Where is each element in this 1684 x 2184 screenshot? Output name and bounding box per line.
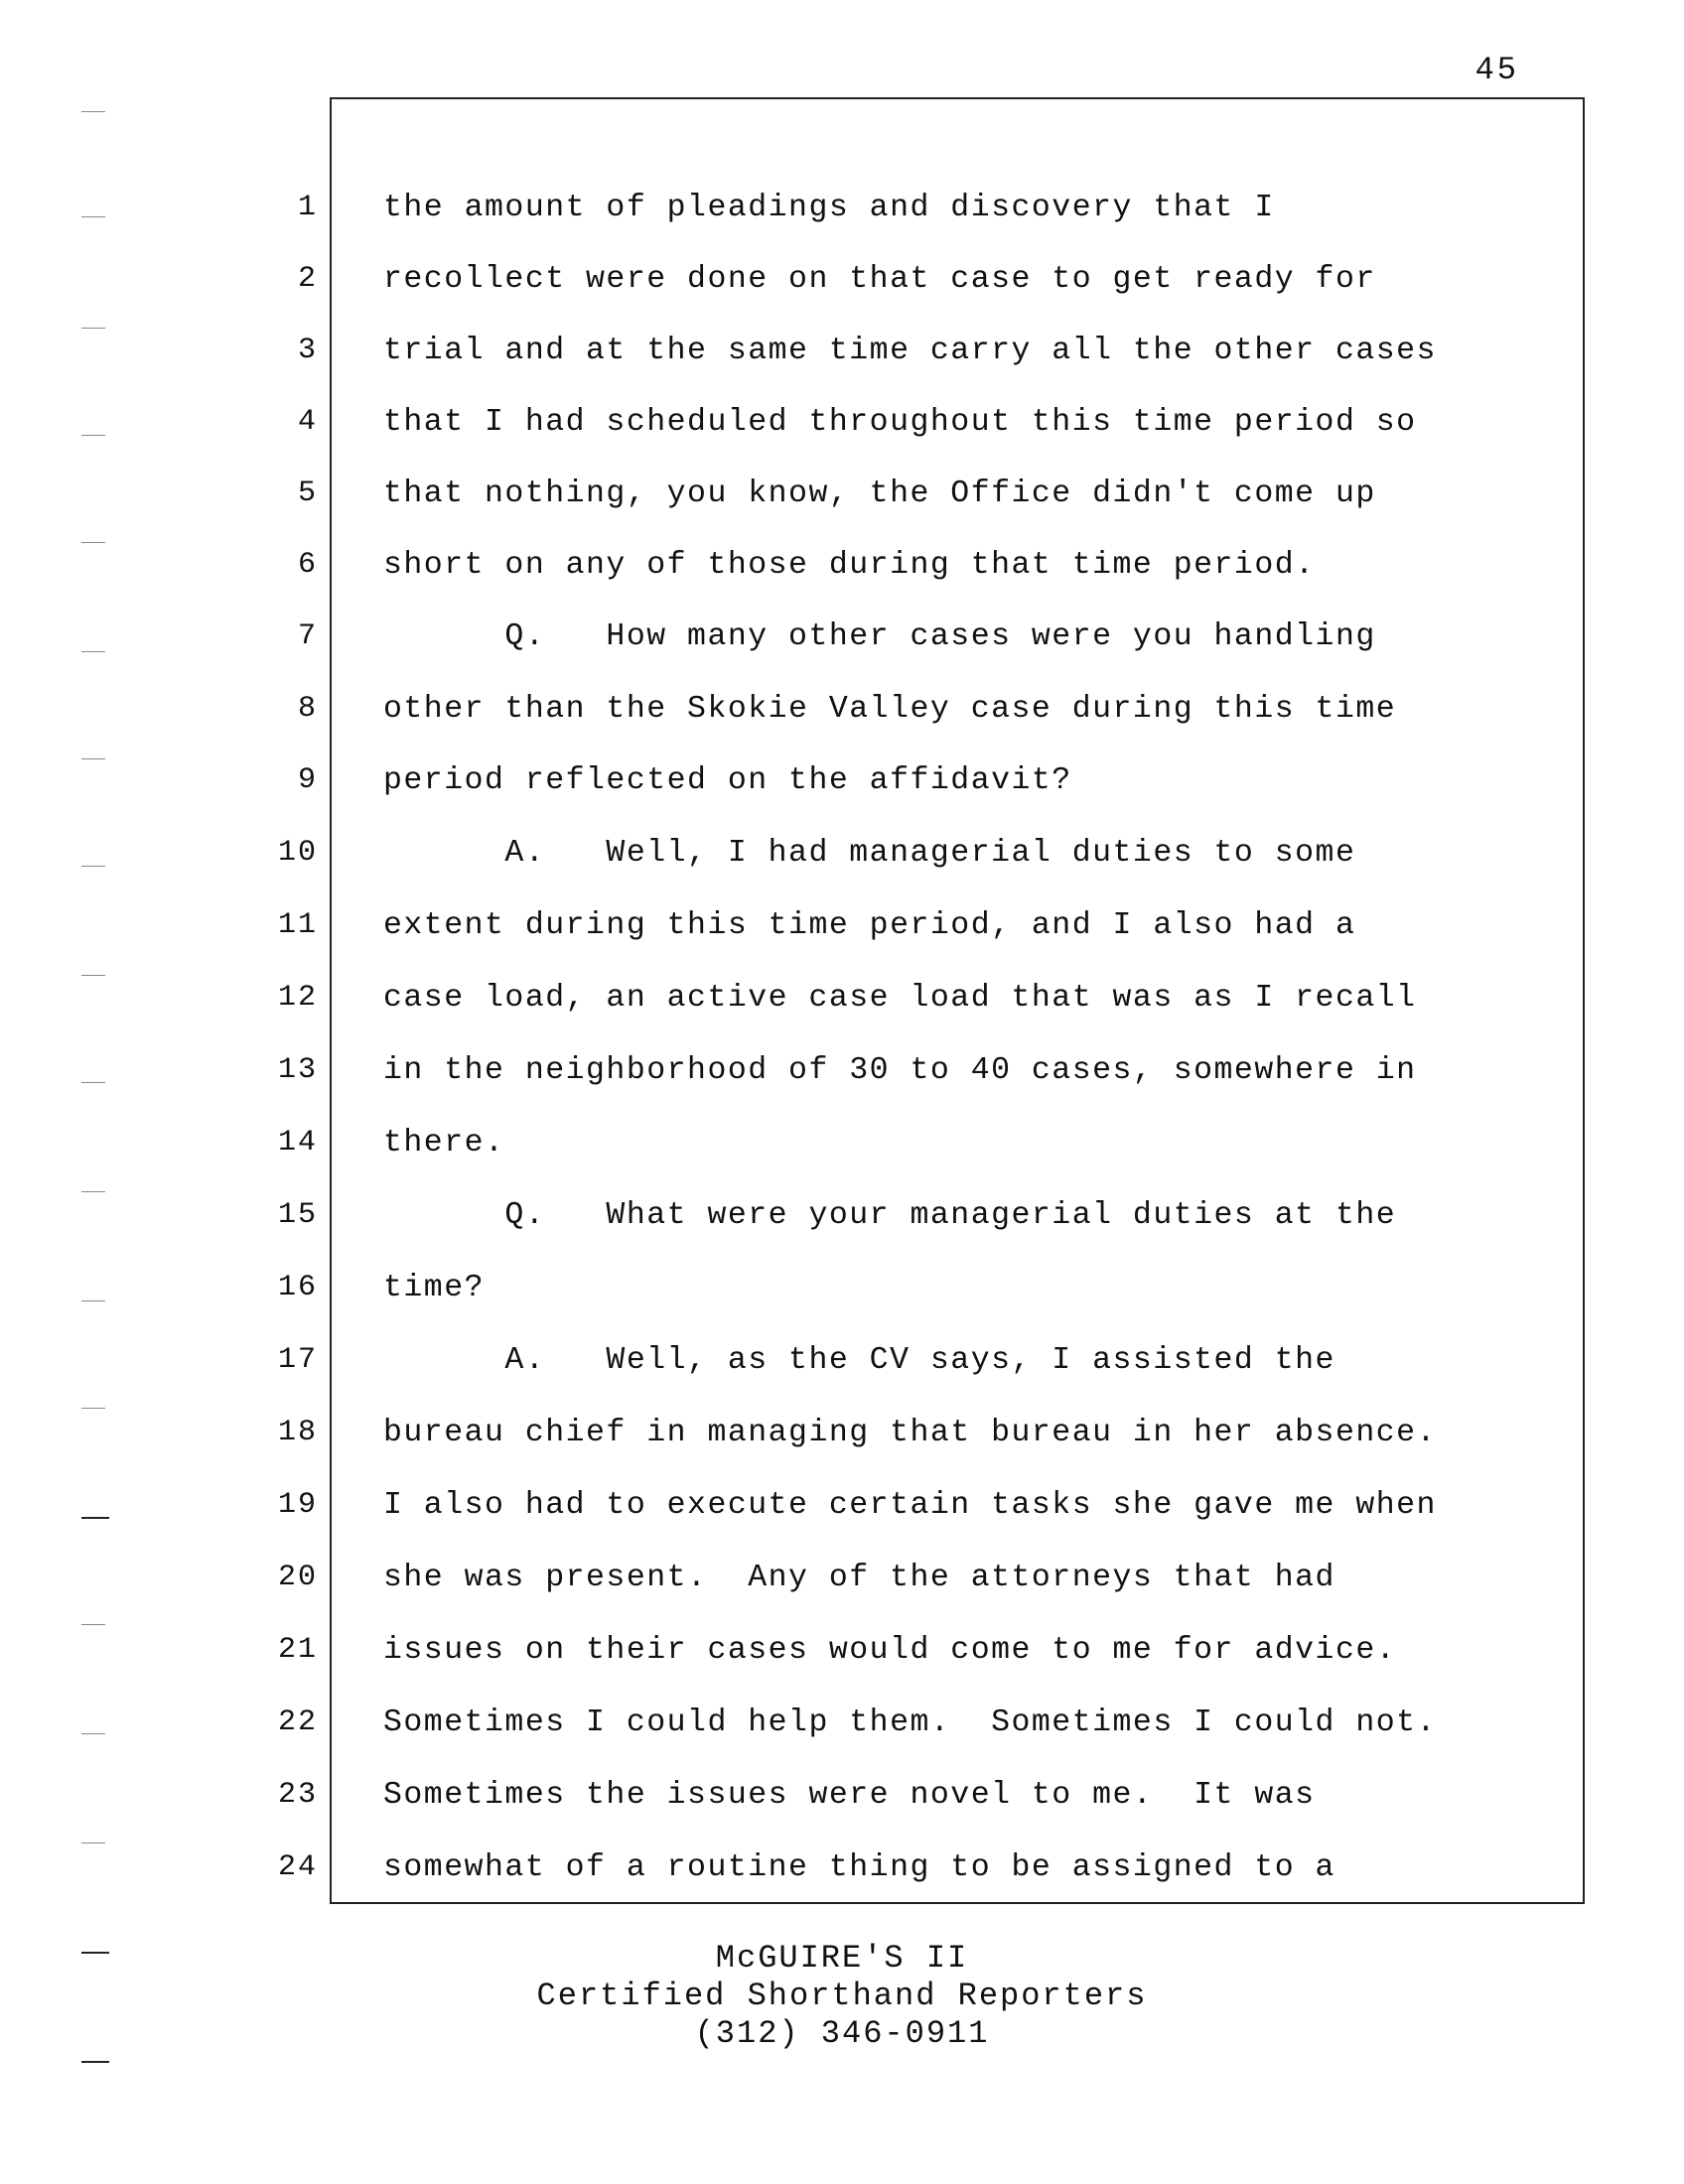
line-number: 18 [277, 1416, 318, 1449]
line-text: somewhat of a routine thing to be assigned to a [383, 1850, 1335, 1885]
line-text: other than the Skokie Valley case during this time [383, 692, 1397, 727]
line-text: Q. What were your managerial duties at the [383, 1198, 1397, 1233]
line-number: 15 [277, 1198, 318, 1232]
margin-tick [81, 111, 105, 112]
footer-phone: (312) 346-0911 [694, 2015, 990, 2052]
line-text: trial and at the same time carry all the other cases [383, 334, 1437, 368]
line-number: 23 [277, 1778, 318, 1812]
line-number: 20 [277, 1561, 318, 1594]
transcript-line [0, 477, 1684, 548]
transcript-line [0, 1271, 1684, 1342]
line-text: in the neighborhood of 30 to 40 cases, somewhere in [383, 1053, 1417, 1088]
line-text: recollect were done on that case to get ready for [383, 262, 1376, 297]
transcript-line [0, 763, 1684, 835]
line-number: 16 [277, 1271, 318, 1304]
line-number: 19 [277, 1488, 318, 1522]
transcript-line [0, 1561, 1684, 1632]
transcript-line [0, 908, 1684, 980]
line-number: 9 [297, 763, 318, 797]
line-number: 17 [277, 1343, 318, 1377]
line-text: time? [383, 1271, 486, 1305]
line-number: 8 [297, 692, 318, 726]
footer-company: McGUIRE'S II [715, 1940, 969, 1977]
line-text: I also had to execute certain tasks she gave me when [383, 1488, 1437, 1523]
line-number: 24 [277, 1850, 318, 1884]
transcript-line [0, 1633, 1684, 1705]
transcript-line [0, 692, 1684, 763]
line-text: A. Well, as the CV says, I assisted the [383, 1343, 1335, 1378]
line-text: extent during this time period, and I also had a [383, 908, 1356, 943]
page-number: 45 [1474, 52, 1519, 88]
line-number: 2 [297, 262, 318, 296]
line-number: 1 [297, 191, 318, 224]
transcript-line [0, 1850, 1684, 1922]
line-number: 3 [297, 334, 318, 367]
line-text: period reflected on the affidavit? [383, 763, 1072, 798]
line-number: 22 [277, 1706, 318, 1739]
transcript-line [0, 548, 1684, 619]
line-text: there. [383, 1126, 505, 1160]
line-text: Sometimes I could help them. Sometimes I could not. [383, 1706, 1437, 1740]
line-text: that nothing, you know, the Office didn't come up [383, 477, 1376, 511]
line-number: 10 [277, 836, 318, 870]
transcript-line [0, 262, 1684, 334]
transcript-line [0, 1706, 1684, 1777]
transcript-line [0, 1416, 1684, 1487]
line-text: Q. How many other cases were you handling [383, 619, 1376, 654]
transcript-line [0, 1053, 1684, 1125]
transcript-line [0, 405, 1684, 477]
line-text: the amount of pleadings and discovery that I [383, 191, 1275, 225]
footer-subtitle: Certified Shorthand Reporters [536, 1978, 1148, 2014]
transcript-line [0, 334, 1684, 405]
transcript-line [0, 191, 1684, 262]
transcript-line [0, 1343, 1684, 1415]
line-text: short on any of those during that time period. [383, 548, 1316, 583]
line-number: 4 [297, 405, 318, 439]
transcript-line [0, 836, 1684, 907]
transcript-line [0, 1198, 1684, 1270]
transcript-line [0, 1778, 1684, 1849]
line-text: Sometimes the issues were novel to me. It was [383, 1778, 1316, 1813]
margin-tick [81, 2061, 109, 2063]
line-number: 13 [277, 1053, 318, 1087]
transcript-line [0, 1126, 1684, 1197]
line-text: that I had scheduled throughout this time period so [383, 405, 1417, 440]
line-text: case load, an active case load that was as I recall [383, 981, 1417, 1016]
line-number: 5 [297, 477, 318, 510]
line-number: 14 [277, 1126, 318, 1160]
line-text: she was present. Any of the attorneys that had [383, 1561, 1335, 1595]
transcript-line [0, 1488, 1684, 1560]
line-number: 6 [297, 548, 318, 582]
line-number: 11 [277, 908, 318, 942]
line-text: A. Well, I had managerial duties to some [383, 836, 1356, 871]
line-number: 12 [277, 981, 318, 1015]
line-number: 7 [297, 619, 318, 653]
line-text: issues on their cases would come to me for advice. [383, 1633, 1397, 1668]
transcript-line [0, 619, 1684, 691]
line-number: 21 [277, 1633, 318, 1667]
transcript-line [0, 981, 1684, 1052]
line-text: bureau chief in managing that bureau in her absence. [383, 1416, 1437, 1450]
